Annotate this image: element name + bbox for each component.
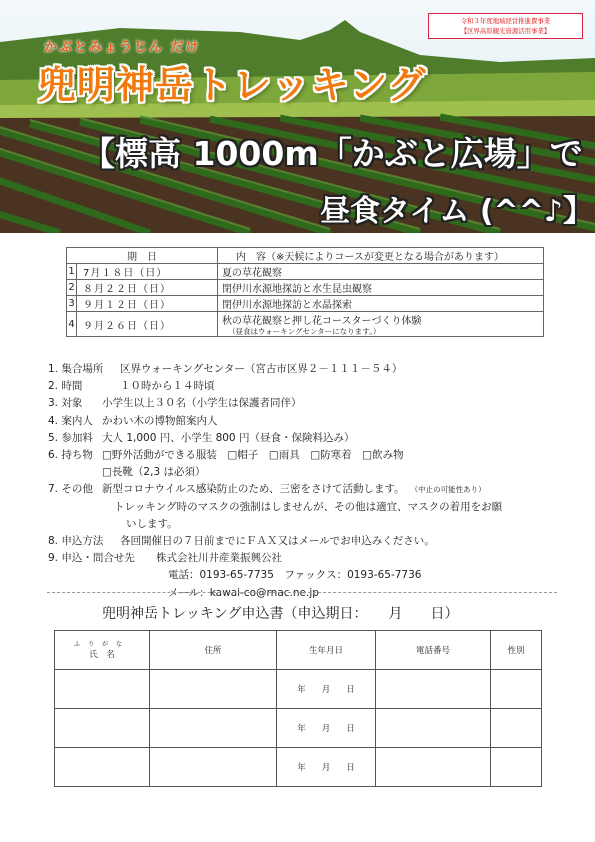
row-note: （昼食はウォーキングセンターになります。） bbox=[228, 327, 381, 336]
info-other bbox=[48, 481, 568, 498]
address-field[interactable] bbox=[150, 670, 277, 709]
info-fee bbox=[48, 430, 568, 447]
form-header-dob: 生年月日 bbox=[277, 631, 376, 670]
info-label: 5. 参加料 bbox=[48, 431, 93, 444]
info-target bbox=[48, 395, 568, 412]
gender-field[interactable] bbox=[491, 748, 542, 787]
furigana-label: ふりがな bbox=[73, 640, 130, 648]
sponsor-label bbox=[428, 13, 583, 39]
info-label: 7. その他 bbox=[48, 483, 93, 496]
form-row bbox=[55, 670, 542, 709]
info-label: 3. 対象 bbox=[48, 397, 83, 410]
row-date: 7月１８日（日） bbox=[77, 264, 218, 280]
table-row bbox=[67, 280, 544, 296]
schedule-header-content: 内 容（※天候によりコースが変更となる場合があります） bbox=[218, 248, 544, 264]
schedule-header-row bbox=[67, 248, 544, 264]
form-header-name: ふりがな 氏 名 bbox=[55, 631, 150, 670]
info-value: 大人 1,000 円、小学生 800 円（昼食・保険料込み） bbox=[102, 431, 355, 444]
info-value: いします。 bbox=[126, 517, 178, 530]
form-row bbox=[55, 748, 542, 787]
gender-field[interactable] bbox=[491, 670, 542, 709]
row-content: 閉伊川水源地探訪と水晶探索 bbox=[218, 296, 544, 312]
info-note: （中止の可能性あり） bbox=[410, 485, 486, 495]
form-header-gender: 性別 bbox=[491, 631, 542, 670]
name-field[interactable] bbox=[55, 670, 150, 709]
info-value: 小学生以上３０名（小学生は保護者同伴） bbox=[102, 397, 302, 410]
form-header-address: 住所 bbox=[150, 631, 277, 670]
dob-field[interactable]: 年 月 日 bbox=[277, 748, 376, 787]
row-date: ９月１２日（日） bbox=[77, 296, 218, 312]
info-label: 2. 時間 bbox=[48, 380, 83, 393]
info-belongings-2 bbox=[48, 464, 568, 481]
info-label: 8. 申込方法 bbox=[48, 535, 104, 548]
table-row bbox=[67, 312, 544, 337]
row-content: 夏の草花観察 bbox=[218, 264, 544, 280]
phone-field[interactable] bbox=[376, 709, 491, 748]
row-number: 1 bbox=[67, 264, 77, 280]
phone-field[interactable] bbox=[376, 670, 491, 709]
address-field[interactable] bbox=[150, 709, 277, 748]
form-header-phone: 電話番号 bbox=[376, 631, 491, 670]
info-apply-method bbox=[48, 533, 568, 550]
info-value: １０時から１４時頃 bbox=[120, 380, 215, 393]
info-guide bbox=[48, 413, 568, 430]
info-label: 4. 案内人 bbox=[48, 414, 93, 427]
info-other-3 bbox=[48, 516, 568, 533]
info-contact bbox=[48, 550, 568, 567]
info-belongings bbox=[48, 447, 568, 464]
hero-banner bbox=[0, 0, 595, 233]
info-value: 株式会社川井産業振興公社 bbox=[156, 552, 282, 565]
event-info bbox=[48, 361, 568, 602]
form-title: 兜明神岳トレッキング申込書（申込期日： 月 日） bbox=[102, 606, 459, 622]
row-content: 秋の草花観察と押し花コースターづくり体験 bbox=[222, 316, 422, 327]
address-field[interactable] bbox=[150, 748, 277, 787]
row-content-cell bbox=[218, 312, 544, 337]
row-number: 3 bbox=[67, 296, 77, 312]
row-date: ９月２６日（日） bbox=[77, 312, 218, 337]
info-value: 新型コロナウイルス感染防止のため、三密をさけて活動します。 bbox=[102, 483, 405, 496]
form-header-row bbox=[55, 631, 542, 670]
main-title: 兜明神岳トレッキング bbox=[38, 63, 427, 107]
info-label: 1. 集合場所 bbox=[48, 363, 104, 375]
form-row bbox=[55, 709, 542, 748]
row-date: ８月２２日（日） bbox=[77, 280, 218, 296]
schedule-table bbox=[66, 247, 544, 337]
info-value: 各回開催日の７日前までにＦＡＸ又はメールでお申込みください。 bbox=[120, 535, 435, 548]
dob-field[interactable]: 年 月 日 bbox=[277, 670, 376, 709]
table-row bbox=[67, 296, 544, 312]
table-row bbox=[67, 264, 544, 280]
info-value: 区界ウォーキングセンター（宮古市区界２－１１１－５４） bbox=[120, 363, 403, 375]
dob-field[interactable]: 年 月 日 bbox=[277, 709, 376, 748]
info-value: □長靴（2,3 は必須） bbox=[102, 466, 206, 479]
info-label: 6. 持ち物 bbox=[48, 449, 93, 462]
info-label: 9. 申込・問合せ先 bbox=[48, 552, 135, 565]
contact-email: メール：kawai-co@rnac.ne.jp bbox=[168, 586, 319, 599]
info-other-2 bbox=[48, 499, 568, 516]
info-meeting-place bbox=[48, 361, 568, 378]
info-value: □野外活動ができる服装 □帽子 □雨具 □防寒着 □飲み物 bbox=[102, 449, 404, 462]
title-furigana: かぶとみょうじん だけ bbox=[44, 40, 201, 55]
headline-line1: 【標高 1000m「かぶと広場」で bbox=[82, 134, 583, 173]
contact-phone-fax: 電話：0193-65-7735 ファックス：0193-65-7736 bbox=[168, 569, 422, 582]
info-time bbox=[48, 378, 568, 395]
info-mail bbox=[48, 585, 568, 602]
info-value: トレッキング時のマスクの強制はしませんが、その他は適宜、マスクの着用をお願 bbox=[114, 500, 503, 513]
cut-line bbox=[47, 592, 557, 593]
gender-field[interactable] bbox=[491, 709, 542, 748]
row-number: 2 bbox=[67, 280, 77, 296]
info-value: かわい木の博物館案内人 bbox=[102, 414, 218, 427]
schedule-header-date: 期 日 bbox=[67, 248, 218, 264]
application-form-table bbox=[54, 630, 542, 787]
sponsor-line2: 【区界高原観光資源活用事業】 bbox=[460, 27, 551, 35]
row-number: 4 bbox=[67, 312, 77, 337]
name-field[interactable] bbox=[55, 709, 150, 748]
name-field[interactable] bbox=[55, 748, 150, 787]
info-tel bbox=[48, 567, 568, 584]
sponsor-line1: 令和３年度地域経営推進費事業 bbox=[460, 17, 551, 25]
headline-line2: 昼食タイム (^^♪】 bbox=[320, 194, 593, 229]
row-content: 閉伊川水源地探訪と水生昆虫観察 bbox=[218, 280, 544, 296]
phone-field[interactable] bbox=[376, 748, 491, 787]
